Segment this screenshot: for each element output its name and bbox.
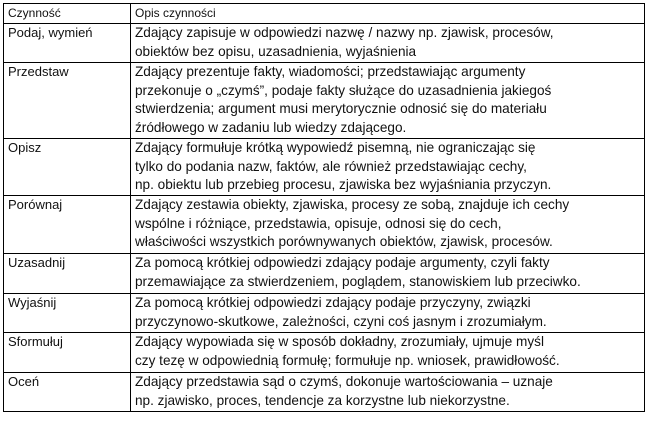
- table-row: [4, 294, 645, 333]
- header-action: Czynność: [4, 4, 131, 24]
- description-line: przemawiające za stwierdzeniem, poglądem, stanowiskiem lub przeciwko.: [135, 273, 581, 289]
- description-line: Zdający zapisuje w odpowiedzi nazwę / nazwy np. zjawisk, procesów,: [135, 25, 554, 40]
- table-row: [4, 63, 645, 139]
- row-description-porownaj: [131, 196, 645, 254]
- description-line: Zdający wypowiada się w sposób dokładny, zrozumiały, ujmuje myśl: [135, 334, 544, 349]
- description-line: czy tezę w odpowiednią formułę; formułuje np. wniosek, prawidłowość.: [135, 352, 560, 368]
- table-row: [4, 333, 645, 373]
- description-line: przyczynowo-skutkowe, zależności, czyni coś jasnym i zrozumiałym.: [135, 313, 547, 329]
- row-description-sformuluj: [131, 333, 645, 373]
- row-description-opisz: [131, 139, 645, 196]
- description-line: obiektów bez opisu, uzasadnienia, wyjaśnienia: [135, 43, 417, 59]
- table-row: [4, 196, 645, 254]
- row-action-ocen: Oceń: [4, 373, 131, 412]
- row-description-wyjasnij: [131, 294, 645, 333]
- row-action-uzasadnij: Uzasadnij: [4, 254, 131, 294]
- row-description-podaj: [131, 24, 645, 63]
- table-row: [4, 373, 645, 412]
- row-action-przedstaw: Przedstaw: [4, 63, 131, 139]
- description-line: Za pomocą krótkiej odpowiedzi zdający podaje argumenty, czyli fakty: [135, 255, 550, 270]
- table-row: [4, 24, 645, 63]
- description-line: źródłowego w zadaniu lub wiedzy zdającego.: [135, 119, 407, 135]
- row-action-porownaj: Porównaj: [4, 196, 131, 254]
- description-line: tylko do podania nazw, faktów, ale również przedstawiając cechy,: [135, 158, 527, 174]
- description-line: właściwości wszystkich porównywanych obiektów, zjawisk, procesów.: [135, 234, 553, 249]
- description-line: Zdający przedstawia sąd o czymś, dokonuje wartościowania – uznaje: [135, 374, 553, 389]
- description-line: np. zjawisko, proces, tendencje za korzystne lub niekorzystne.: [135, 392, 510, 408]
- header-description: Opis czynności: [131, 4, 645, 24]
- row-description-przedstaw: [131, 63, 645, 139]
- description-line: stwierdzenia; argument musi merytorycznie odnosić się do materiału: [135, 101, 547, 116]
- description-line: Za pomocą krótkiej odpowiedzi zdający podaje przyczyny, związki: [135, 295, 531, 310]
- description-line: wspólne i różniące, przedstawia, opisuje, odnosi się do cech,: [135, 215, 502, 231]
- description-line: np. obiektu lub przebieg procesu, zjawiska bez wyjaśniania przyczyn.: [135, 177, 552, 192]
- table-row: [4, 139, 645, 196]
- row-action-podaj: Podaj, wymień: [4, 24, 131, 63]
- table-header-row: [4, 4, 645, 24]
- row-action-sformuluj: Sformułuj: [4, 333, 131, 373]
- action-description-table: [3, 3, 645, 412]
- row-description-uzasadnij: [131, 254, 645, 294]
- row-action-opisz: Opisz: [4, 139, 131, 196]
- table-row: [4, 254, 645, 294]
- row-action-wyjasnij: Wyjaśnij: [4, 294, 131, 333]
- description-line: Zdający prezentuje fakty, wiadomości; przedstawiając argumenty: [135, 64, 526, 79]
- description-line: Zdający zestawia obiekty, zjawiska, procesy ze sobą, znajduje ich cechy: [135, 197, 570, 212]
- row-description-ocen: [131, 373, 645, 412]
- description-line: Zdający formułuje krótką wypowiedź pisemną, nie ograniczając się: [135, 140, 536, 155]
- description-line: przekonuje o „czymś”, podaje fakty służące do uzasadnienia jakiegoś: [135, 82, 552, 98]
